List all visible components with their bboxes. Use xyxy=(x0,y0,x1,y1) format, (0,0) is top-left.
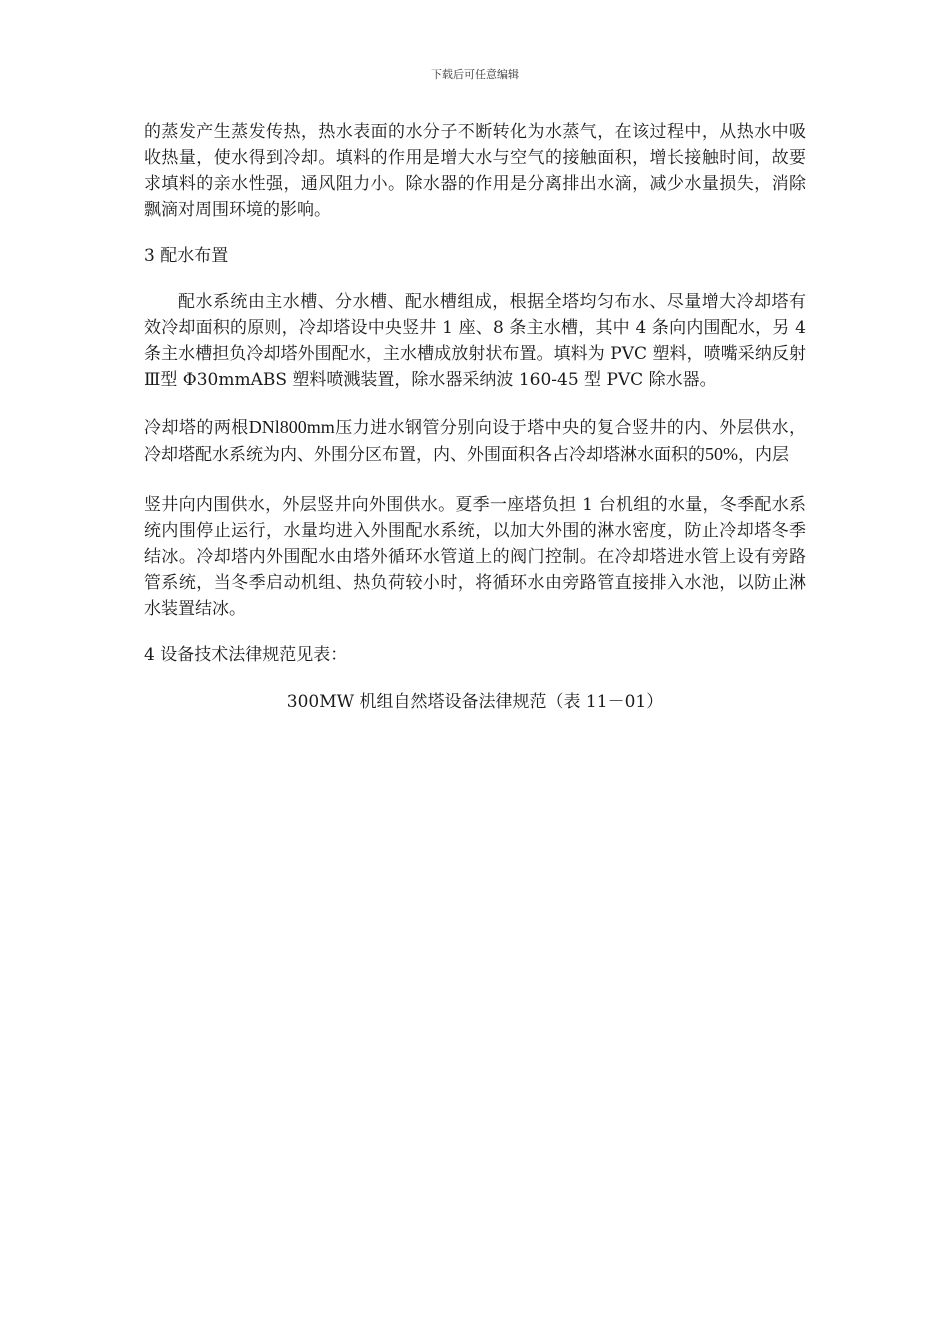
paragraph-evaporation: 的蒸发产生蒸发传热，热水表面的水分子不断转化为水蒸气，在该过程中，从热水中吸收热量，使水得到冷却。填料的作用是增大水与空气的接触面积，增长接触时间，故要求填料的亲水性强，通风阻力小。除水器的作用是分离排出水滴，减少水量损失，消除飘滴对周围环境的影响。 xyxy=(144,122,806,220)
area-percentage: 50% xyxy=(705,444,738,464)
paragraph-winter-operation: 竖井向内围供水，外层竖井向外围供水。夏季一座塔负担 1 台机组的水量，冬季配水系统内围停止运行，水量均进入外围配水系统，以加大外围的淋水密度，防止冷却塔冬季结冰。冷却塔内外围配水由塔外循环水管道上的阀门控制。在冷却塔进水管上设有旁路管系统，当冬季启动机组、热负荷较小时，将循环水由旁路管直接排入水池，以防止淋水装置结冰。 xyxy=(144,495,806,619)
text-segment: ，内层 xyxy=(738,445,789,465)
document-body xyxy=(144,119,806,715)
header-note: 下载后可任意编辑 xyxy=(431,68,519,81)
text-segment: 压力进水钢管分别向设于塔中央的复合竖井的内、外层供水，冷却塔配水系统为内、外围分区布置，内、外围面积各占冷却塔淋水面积的 xyxy=(144,418,807,465)
section-heading-water-distribution: 3 配水布置 xyxy=(144,246,229,266)
pipe-spec: DNl800mm xyxy=(248,417,335,437)
text-segment: 冷却塔的两根 xyxy=(144,418,249,438)
paragraph-distribution-system: 配水系统由主水槽、分水槽、配水槽组成，根据全塔均匀布水、尽量增大冷却塔有效冷却面积的原则，冷却塔设中央竖井 1 座、8 条主水槽，其中 4 条向内围配水，另 4 条主水槽担负冷却塔外围配水，主水槽成放射状布置。填料为 PVC 塑料，喷嘴采纳反射Ⅲ型 Φ30mmABS 塑料喷溅装置，除水器采纳波 160-45 型 PVC 除水器。 xyxy=(144,292,806,390)
section-heading-equipment-specs: 4 设备技术法律规范见表： xyxy=(144,645,348,665)
paragraph-inlet-pipes xyxy=(144,414,806,468)
table-caption: 300MW 机组自然塔设备法律规范（表 11－01） xyxy=(286,692,664,712)
